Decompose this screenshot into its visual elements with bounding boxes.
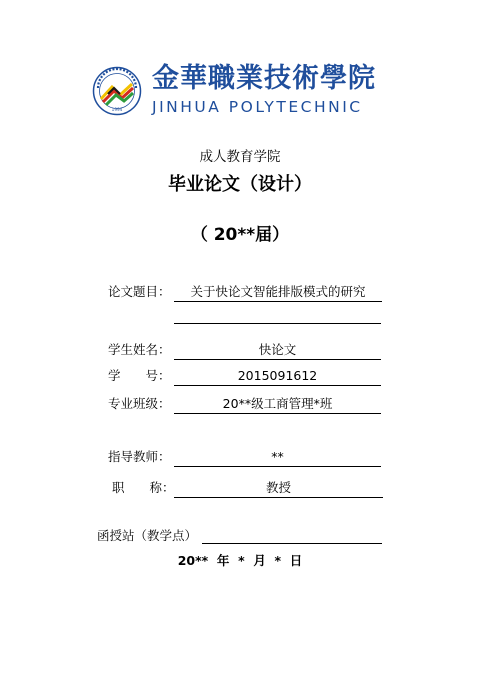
graduation-session: （ 20**届） (190, 225, 290, 245)
class-value: 20**级工商管理*班 (174, 395, 381, 414)
advisor-value: ** (174, 448, 381, 467)
rank-label: 职 称： (112, 480, 175, 495)
college-name: 成人教育学院 (199, 149, 281, 165)
rank-value: 教授 (174, 479, 383, 498)
school-emblem-icon (92, 66, 142, 116)
school-name-english: JINHUA POLYTECHNIC (152, 98, 363, 116)
emblem-year: 1994 (111, 107, 123, 112)
station-label: 函授站（教学点） (97, 528, 198, 543)
topic-second-line (174, 322, 381, 324)
class-label: 专业班级： (108, 396, 171, 411)
school-name-chinese: 金華職業技術學院 (152, 63, 376, 94)
thesis-title: 毕业论文（设计） (168, 174, 312, 195)
name-label: 学生姓名： (108, 342, 171, 357)
student-id-value: 2015091612 (174, 367, 381, 386)
student-id-label: 学 号： (108, 368, 171, 383)
advisor-label: 指导教师： (108, 449, 171, 464)
station-line (202, 542, 382, 544)
name-value: 快论文 (174, 341, 381, 360)
topic-label: 论文题目： (108, 284, 171, 299)
submission-date: 20** 年 * 月 * 日 (177, 553, 303, 568)
topic-value: 关于快论文智能排版模式的研究 (174, 283, 382, 302)
